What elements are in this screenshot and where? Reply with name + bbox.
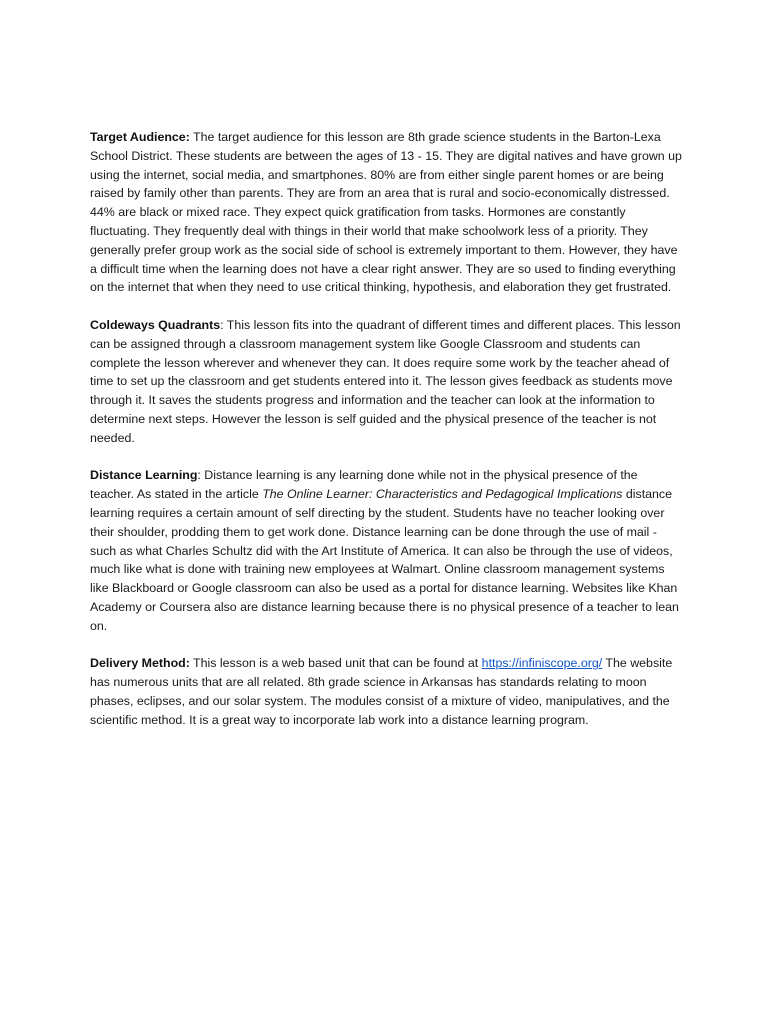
section-distance-learning <box>90 466 682 635</box>
section-delivery-method <box>90 654 682 729</box>
document-body <box>90 128 682 748</box>
section-heading: Target Audience: <box>90 130 190 144</box>
section-heading: Distance Learning <box>90 468 198 483</box>
section-heading: Coldeways Quadrants <box>90 317 221 332</box>
section-heading: Delivery Method: <box>90 656 190 671</box>
section-target-audience <box>90 128 682 297</box>
infiniscope-link[interactable]: https://infiniscope.org/ <box>481 656 603 671</box>
section-text: distance learning requires a certain amount of self directing by the student. Students have no teacher looking over their shoulder, prodding them to get work done. Distance learning can be done through the use of mail - such as what Charles Schultz did with the Art Institute of America. It can also be through the use of videos, much like what is done with training new employees at Walmart. Online classroom management systems like Blackboard or Google classroom can also be used as a portal for distance learning. Websites like Khan Academy or Coursera also are distance learning because there is no physical presence of a teacher to lean on. <box>90 487 679 633</box>
section-text: The target audience for this lesson are 8th grade science students in the Barton-Lexa School District. These students are between the ages of 13 - 15. They are digital natives and have grown up using the internet, social media, and smartphones. 80% are from either single parent homes or are being raised by family other than parents. They are from an area that is rural and socio-economically distressed. 44% are black or mixed race. They expect quick gratification from tasks. Hormones are constantly fluctuating. They frequently deal with things in their world that make schoolwork less of a priority. They generally prefer group work as the social side of school is extremely important to them. However, they have a difficult time when the learning does not have a clear right answer. They are so used to finding everything on the internet that when they need to use critical thinking, hypothesis, and elaboration they get frustrated. <box>90 130 682 295</box>
section-text: This lesson is a web based unit that can be found at <box>189 656 482 671</box>
section-text: The website has numerous units that are all related. 8th grade science in Arkansas has standards relating to moon phases, eclipses, and our solar system. The modules consist of a mixture of video, manipulatives, and the scientific method. It is a great way to incorporate lab work into a distance learning program. <box>90 656 673 727</box>
section-text: : This lesson fits into the quadrant of different times and different places. This lesson can be assigned through a classroom management system like Google Classroom and students can complete the lesson wherever and whenever they can. It does require some work by the teacher ahead of time to set up the classroom and get students entered into it. The lesson gives feedback as students move through it. It saves the students progress and information and the teacher can look at the information to determine next steps. However the lesson is self guided and the physical presence of the teacher is not needed. <box>90 317 681 445</box>
section-text: : Distance learning is any learning done while not in the physical presence of the teacher. As stated in the article <box>90 468 638 502</box>
section-coldeways-quadrants <box>90 316 682 448</box>
article-title: The Online Learner: Characteristics and Pedagogical Implications <box>262 487 623 502</box>
